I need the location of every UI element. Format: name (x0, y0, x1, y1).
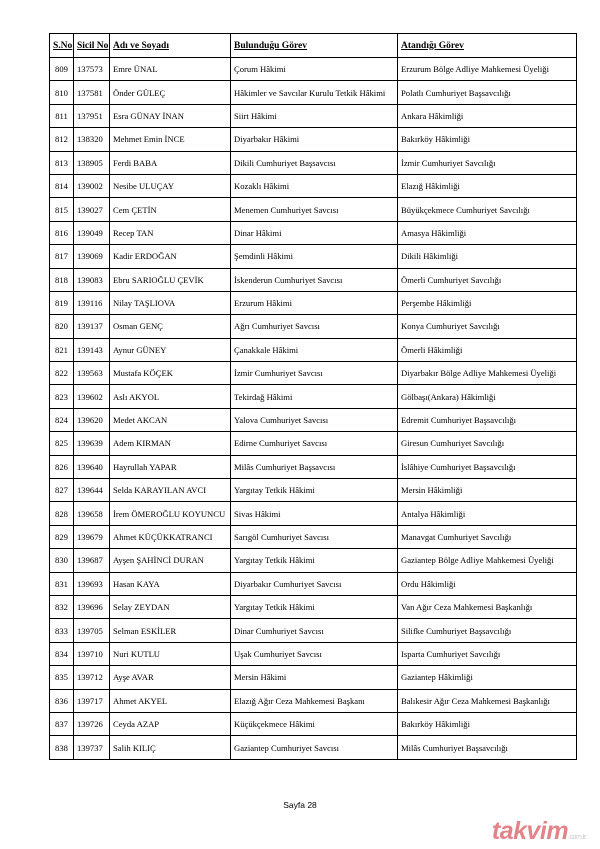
table-row (50, 174, 577, 197)
cell-sno: 816 (50, 221, 74, 244)
cell-name: Osman GENÇ (110, 315, 231, 338)
cell-name: Ebru SARIOĞLU ÇEVİK (110, 268, 231, 291)
cell-name: Mehmet Emin İNCE (110, 128, 231, 151)
header-row (50, 34, 577, 58)
cell-sno: 836 (50, 689, 74, 712)
cell-current-post: Dinar Cumhuriyet Savcısı (231, 619, 398, 642)
cell-sno: 825 (50, 432, 74, 455)
cell-name: Selda KARAYILAN AVCI (110, 479, 231, 502)
cell-current-post: Kozaklı Hâkimi (231, 174, 398, 197)
cell-sicil: 139710 (74, 642, 110, 665)
cell-name: Nesibe ULUÇAY (110, 174, 231, 197)
cell-sicil: 139027 (74, 198, 110, 221)
table-row (50, 268, 577, 291)
cell-sno: 823 (50, 385, 74, 408)
cell-current-post: Yargıtay Tetkik Hâkimi (231, 595, 398, 618)
cell-sno: 832 (50, 595, 74, 618)
table-row (50, 689, 577, 712)
cell-sno: 834 (50, 642, 74, 665)
cell-sicil: 139705 (74, 619, 110, 642)
cell-assigned-post: Konya Cumhuriyet Savcılığı (398, 315, 577, 338)
cell-sno: 826 (50, 455, 74, 478)
table-row (50, 549, 577, 572)
cell-assigned-post: Isparta Cumhuriyet Savcılığı (398, 642, 577, 665)
cell-assigned-post: Van Ağır Ceza Mahkemesi Başkanlığı (398, 595, 577, 618)
cell-current-post: Uşak Cumhuriyet Savcısı (231, 642, 398, 665)
table-row (50, 291, 577, 314)
cell-current-post: Çorum Hâkimi (231, 58, 398, 81)
cell-assigned-post: Gaziantep Bölge Adliye Mahkemesi Üyeliği (398, 549, 577, 572)
cell-sicil: 137581 (74, 81, 110, 104)
cell-name: Esra GÜNAY İNAN (110, 104, 231, 127)
cell-name: Aslı AKYOL (110, 385, 231, 408)
cell-sno: 814 (50, 174, 74, 197)
cell-name: Recep TAN (110, 221, 231, 244)
cell-assigned-post: Gaziantep Hâkimliği (398, 666, 577, 689)
cell-sno: 827 (50, 479, 74, 502)
cell-assigned-post: Balıkesir Ağır Ceza Mahkemesi Başkanlığı (398, 689, 577, 712)
cell-current-post: İskenderun Cumhuriyet Savcısı (231, 268, 398, 291)
cell-sno: 833 (50, 619, 74, 642)
cell-current-post: Ağrı Cumhuriyet Savcısı (231, 315, 398, 338)
table-row (50, 455, 577, 478)
table-row (50, 104, 577, 127)
page-number: Sayfa 28 (283, 800, 317, 810)
cell-name: Ferdi BABA (110, 151, 231, 174)
cell-sno: 813 (50, 151, 74, 174)
cell-assigned-post: Amasya Hâkimliği (398, 221, 577, 244)
cell-sicil: 139083 (74, 268, 110, 291)
cell-sicil: 139726 (74, 712, 110, 735)
cell-current-post: Sivas Hâkimi (231, 502, 398, 525)
table-row (50, 432, 577, 455)
table-row (50, 338, 577, 361)
takvim-watermark-logo (492, 817, 586, 846)
cell-sno: 818 (50, 268, 74, 291)
cell-current-post: Küçükçekmece Hâkimi (231, 712, 398, 735)
cell-sno: 821 (50, 338, 74, 361)
cell-current-post: Siirt Hâkimi (231, 104, 398, 127)
table-row (50, 408, 577, 431)
cell-name: Nuri KUTLU (110, 642, 231, 665)
cell-current-post: Mersin Hâkimi (231, 666, 398, 689)
cell-assigned-post: Bakırköy Hâkimliği (398, 712, 577, 735)
cell-current-post: Edirne Cumhuriyet Savcısı (231, 432, 398, 455)
cell-sicil: 139679 (74, 525, 110, 548)
cell-name: Cem ÇETİN (110, 198, 231, 221)
cell-current-post: Yargıtay Tetkik Hâkimi (231, 479, 398, 502)
cell-sicil: 139640 (74, 455, 110, 478)
cell-assigned-post: Giresun Cumhuriyet Savcılığı (398, 432, 577, 455)
cell-assigned-post: Milâs Cumhuriyet Başsavcılığı (398, 736, 577, 759)
cell-sicil: 138905 (74, 151, 110, 174)
cell-sno: 815 (50, 198, 74, 221)
cell-sicil: 139137 (74, 315, 110, 338)
cell-name: Selman ESKİLER (110, 619, 231, 642)
cell-sicil: 139639 (74, 432, 110, 455)
cell-sicil: 139049 (74, 221, 110, 244)
cell-name: Salih KILIÇ (110, 736, 231, 759)
table-row (50, 502, 577, 525)
cell-sicil: 139696 (74, 595, 110, 618)
cell-current-post: Menemen Cumhuriyet Savcısı (231, 198, 398, 221)
cell-current-post: Diyarbakır Hâkimi (231, 128, 398, 151)
cell-assigned-post: Edremit Cumhuriyet Başsavcılığı (398, 408, 577, 431)
cell-assigned-post: Silifke Cumhuriyet Başsavcılığı (398, 619, 577, 642)
cell-name: İrem ÖMEROĞLU KOYUNCU (110, 502, 231, 525)
watermark-brand: takvim (491, 817, 569, 845)
cell-sno: 828 (50, 502, 74, 525)
table-row (50, 128, 577, 151)
cell-current-post: Şemdinli Hâkimi (231, 245, 398, 268)
table-row (50, 198, 577, 221)
cell-assigned-post: Dikili Hâkimliği (398, 245, 577, 268)
cell-assigned-post: Perşembe Hâkimliği (398, 291, 577, 314)
cell-current-post: Yalova Cumhuriyet Savcısı (231, 408, 398, 431)
cell-sno: 831 (50, 572, 74, 595)
cell-name: Ahmet AKYEL (110, 689, 231, 712)
cell-current-post: Erzurum Hâkimi (231, 291, 398, 314)
watermark-suffix: .com.tr (568, 834, 586, 841)
table-body (50, 58, 577, 760)
cell-assigned-post: Bakırköy Hâkimliği (398, 128, 577, 151)
cell-name: Kadir ERDOĞAN (110, 245, 231, 268)
cell-assigned-post: Antalya Hâkimliği (398, 502, 577, 525)
cell-name: Aynur GÜNEY (110, 338, 231, 361)
cell-sicil: 139069 (74, 245, 110, 268)
cell-assigned-post: İzmir Cumhuriyet Savcılığı (398, 151, 577, 174)
cell-name: Ahmet KÜÇÜKKATRANCI (110, 525, 231, 548)
cell-sno: 809 (50, 58, 74, 81)
cell-sicil: 137573 (74, 58, 110, 81)
cell-assigned-post: Polatlı Cumhuriyet Başsavcılığı (398, 81, 577, 104)
table-row (50, 572, 577, 595)
cell-assigned-post: Ömerli Hâkimliği (398, 338, 577, 361)
cell-current-post: Çanakkale Hâkimi (231, 338, 398, 361)
cell-name: Selay ZEYDAN (110, 595, 231, 618)
cell-current-post: Tekirdağ Hâkimi (231, 385, 398, 408)
cell-current-post: Elazığ Ağır Ceza Mahkemesi Başkanı (231, 689, 398, 712)
cell-assigned-post: Elazığ Hâkimliği (398, 174, 577, 197)
cell-sicil: 138320 (74, 128, 110, 151)
cell-sno: 819 (50, 291, 74, 314)
cell-sicil: 139712 (74, 666, 110, 689)
cell-sno: 838 (50, 736, 74, 759)
cell-sicil: 139116 (74, 291, 110, 314)
cell-assigned-post: Erzurum Bölge Adliye Mahkemesi Üyeliği (398, 58, 577, 81)
table-row (50, 666, 577, 689)
appointments-table (49, 33, 577, 760)
cell-sno: 837 (50, 712, 74, 735)
table-row (50, 362, 577, 385)
header-sno: S.No (50, 34, 74, 58)
cell-sicil: 137951 (74, 104, 110, 127)
table-row (50, 595, 577, 618)
cell-sicil: 139693 (74, 572, 110, 595)
cell-sicil: 139687 (74, 549, 110, 572)
table-row (50, 81, 577, 104)
cell-name: Nilay TAŞLIOVA (110, 291, 231, 314)
cell-sno: 822 (50, 362, 74, 385)
cell-sno: 835 (50, 666, 74, 689)
cell-sicil: 139563 (74, 362, 110, 385)
cell-assigned-post: Ömerli Cumhuriyet Savcılığı (398, 268, 577, 291)
cell-assigned-post: İslâhiye Cumhuriyet Başsavcılığı (398, 455, 577, 478)
cell-sicil: 139620 (74, 408, 110, 431)
cell-sicil: 139143 (74, 338, 110, 361)
cell-name: Ayşen ŞAHİNCİ DURAN (110, 549, 231, 572)
table-row (50, 221, 577, 244)
cell-assigned-post: Diyarbakır Bölge Adliye Mahkemesi Üyeliği (398, 362, 577, 385)
cell-assigned-post: Mersin Hâkimliği (398, 479, 577, 502)
cell-sicil: 139002 (74, 174, 110, 197)
table-row (50, 525, 577, 548)
cell-sicil: 139717 (74, 689, 110, 712)
table-row (50, 245, 577, 268)
table-row (50, 619, 577, 642)
cell-sno: 817 (50, 245, 74, 268)
cell-current-post: Yargıtay Tetkik Hâkimi (231, 549, 398, 572)
cell-assigned-post: Gölbaşı(Ankara) Hâkimliği (398, 385, 577, 408)
cell-name: Hayrullah YAPAR (110, 455, 231, 478)
cell-name: Hasan KAYA (110, 572, 231, 595)
table-row (50, 58, 577, 81)
cell-current-post: İzmir Cumhuriyet Savcısı (231, 362, 398, 385)
cell-name: Adem KIRMAN (110, 432, 231, 455)
cell-sno: 811 (50, 104, 74, 127)
cell-sno: 812 (50, 128, 74, 151)
header-sicil: Sicil No (74, 34, 110, 58)
cell-assigned-post: Manavgat Cumhuriyet Savcılığı (398, 525, 577, 548)
header-assigned-post: Atandığı Görev (398, 34, 577, 58)
header-name: Adı ve Soyadı (110, 34, 231, 58)
cell-sno: 810 (50, 81, 74, 104)
cell-current-post: Dinar Hâkimi (231, 221, 398, 244)
cell-current-post: Gaziantep Cumhuriyet Savcısı (231, 736, 398, 759)
cell-sicil: 139602 (74, 385, 110, 408)
cell-assigned-post: Ankara Hâkimliği (398, 104, 577, 127)
cell-current-post: Hâkimler ve Savcılar Kurulu Tetkik Hâkimi (231, 81, 398, 104)
table-row (50, 315, 577, 338)
cell-sicil: 139737 (74, 736, 110, 759)
cell-sicil: 139658 (74, 502, 110, 525)
cell-sno: 829 (50, 525, 74, 548)
cell-name: Ayşe AVAR (110, 666, 231, 689)
cell-assigned-post: Büyükçekmece Cumhuriyet Savcılığı (398, 198, 577, 221)
table-row (50, 385, 577, 408)
cell-name: Mustafa KÖÇEK (110, 362, 231, 385)
table-row (50, 736, 577, 759)
cell-name: Emre ÜNAL (110, 58, 231, 81)
cell-assigned-post: Ordu Hâkimliği (398, 572, 577, 595)
cell-sno: 820 (50, 315, 74, 338)
table-row (50, 151, 577, 174)
cell-current-post: Sarıgöl Cumhuriyet Savcısı (231, 525, 398, 548)
cell-current-post: Milâs Cumhuriyet Başsavcısı (231, 455, 398, 478)
cell-name: Önder GÜLEÇ (110, 81, 231, 104)
header-current-post: Bulunduğu Görev (231, 34, 398, 58)
cell-sno: 830 (50, 549, 74, 572)
table-row (50, 479, 577, 502)
cell-current-post: Diyarbakır Cumhuriyet Savcısı (231, 572, 398, 595)
cell-current-post: Dikili Cumhuriyet Başsavcısı (231, 151, 398, 174)
table-row (50, 642, 577, 665)
cell-sicil: 139644 (74, 479, 110, 502)
cell-sno: 824 (50, 408, 74, 431)
cell-name: Ceyda AZAP (110, 712, 231, 735)
cell-name: Medet AKCAN (110, 408, 231, 431)
table-row (50, 712, 577, 735)
